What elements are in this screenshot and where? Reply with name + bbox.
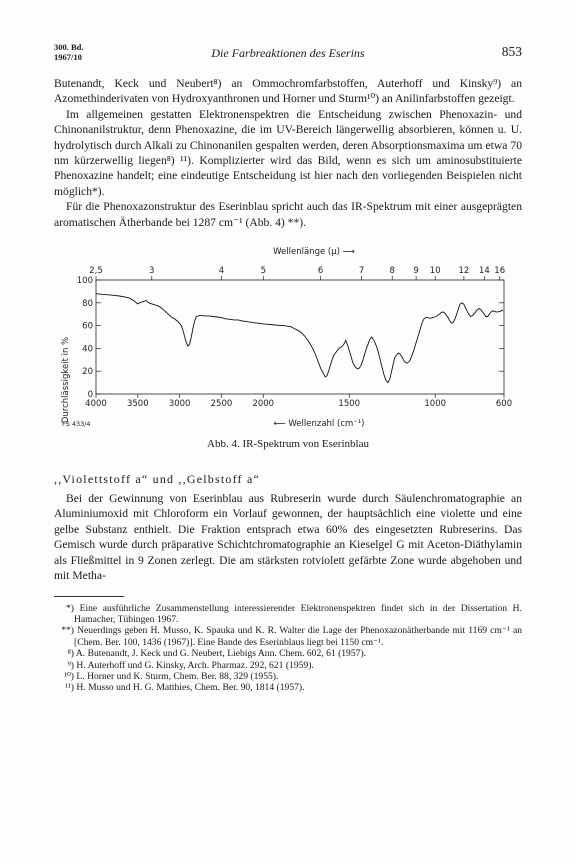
footnote-mark: **) bbox=[61, 625, 74, 637]
y-tick-label: 40 bbox=[82, 344, 93, 355]
top-tick-label: 2,5 bbox=[89, 266, 103, 277]
page-number: 853 bbox=[501, 44, 522, 59]
footnote bbox=[54, 603, 522, 626]
top-axis-ticks bbox=[89, 266, 505, 280]
footnote-text: L. Horner und K. Sturm, Chem. Ber. 88, 329 (1955). bbox=[76, 670, 279, 682]
top-tick-label: 14 bbox=[478, 266, 490, 277]
footnote bbox=[54, 648, 522, 659]
y-tick-label: 100 bbox=[76, 276, 93, 287]
y-tick-label: 0 bbox=[87, 390, 93, 401]
running-title: Die Farbreaktionen des Eserins bbox=[211, 46, 365, 60]
top-tick-label: 8 bbox=[389, 266, 395, 277]
footnotes bbox=[54, 603, 522, 694]
x-tick-label: 1000 bbox=[424, 399, 447, 410]
volume-label: 300. Bd. bbox=[54, 42, 84, 52]
footnote-mark: ¹⁰) bbox=[64, 670, 74, 682]
figure-caption: Abb. 4. IR-Spektrum von Eserinblau bbox=[207, 438, 369, 451]
top-tick-label: 7 bbox=[358, 266, 365, 277]
footnote-mark: ⁸) bbox=[67, 648, 74, 660]
footnote-mark: *) bbox=[66, 602, 74, 614]
y-tick-label: 60 bbox=[82, 321, 93, 332]
body-text bbox=[54, 76, 522, 230]
plot-frame bbox=[96, 280, 504, 394]
x-tick-label: 600 bbox=[495, 399, 513, 410]
top-tick-label: 10 bbox=[429, 266, 441, 277]
footnote-text: H. Auterhoff und G. Kinsky, Arch. Pharmaz. 292, 621 (1959). bbox=[76, 659, 314, 671]
y-tick-label: 80 bbox=[82, 298, 93, 309]
top-axis-label: Wellenlänge (µ) ⟶ bbox=[273, 247, 355, 258]
top-tick-label: 3 bbox=[149, 266, 155, 277]
y-axis-label: Durchlässigkeit in % bbox=[61, 336, 71, 424]
x-tick-label: 2500 bbox=[210, 399, 233, 410]
x-tick-label: 1500 bbox=[338, 399, 361, 410]
footnote-text: Neuerdings geben H. Musso, K. Spauka und K. R. Walter die Lage der Phenoxazonätherbande mit 1169 cm⁻¹ an [Chem. Ber. 100, 1436 (1967)]. Eine Bande des Eserinblaus liegt bei 1150 cm⁻¹. bbox=[74, 625, 522, 648]
footnote bbox=[54, 682, 522, 693]
top-tick-label: 9 bbox=[413, 266, 419, 277]
footnote-text: H. Musso und H. G. Matthies, Chem. Ber. 90, 1814 (1957). bbox=[76, 682, 305, 694]
footnote-rule bbox=[54, 596, 124, 597]
top-tick-label: 16 bbox=[494, 266, 506, 277]
spectrum-line bbox=[96, 294, 503, 383]
footnote-mark: ⁹) bbox=[67, 659, 74, 671]
footnote bbox=[54, 625, 522, 648]
page bbox=[54, 42, 522, 694]
top-tick-label: 5 bbox=[260, 266, 266, 277]
year-label: 1967/10 bbox=[54, 52, 82, 62]
ir-spectrum-chart bbox=[54, 242, 522, 432]
x-tick-label: 4000 bbox=[85, 399, 107, 410]
x-tick-label: 3000 bbox=[168, 399, 191, 410]
paragraph-1: Butenandt, Keck und Neubert⁸) an Ommochromfarbstoffen, Auterhoff und Kinsky⁹) an Azomethinderivaten von Hydroxyanthronen und Horner und Sturm¹⁰) an Anilinfarbstoffen gezeigt. bbox=[54, 77, 522, 106]
footnote-mark: ¹¹) bbox=[65, 682, 74, 694]
x-tick-label: 3500 bbox=[126, 399, 149, 410]
footnote bbox=[54, 660, 522, 671]
top-tick-label: 12 bbox=[458, 266, 470, 277]
plate-label: FS 433/4 bbox=[62, 420, 91, 429]
footnote bbox=[54, 671, 522, 682]
y-tick-label: 20 bbox=[82, 367, 93, 378]
section-heading: ,,Violettstoff a“ und ,,Gelbstoff a“ bbox=[54, 472, 260, 487]
footnote-text: Eine ausführliche Zusammenstellung interessierender Elektronenspektren findet sich in der Dissertation H. Hamacher, Tübingen 1967. bbox=[74, 602, 522, 625]
paragraph-3: Für die Phenoxazonstruktur des Eserinblau spricht auch das IR-Spektrum mit einer ausgeprägten aromatischen Ätherbande bei 1287 cm⁻¹ (Abb. 4) **). bbox=[54, 200, 522, 229]
y-axis-ticks bbox=[77, 276, 504, 400]
footnote-text: A. Butenandt, J. Keck und G. Neubert, Liebigs Ann. Chem. 602, 61 (1957). bbox=[75, 648, 367, 660]
top-tick-label: 4 bbox=[218, 266, 225, 277]
top-tick-label: 6 bbox=[317, 266, 324, 277]
x-axis-ticks bbox=[85, 394, 512, 409]
ir-spectrum-figure bbox=[54, 242, 522, 432]
x-tick-label: 2000 bbox=[252, 399, 275, 410]
x-axis-label: ⟵ Wellenzahl (cm⁻¹) bbox=[273, 419, 365, 430]
running-header bbox=[54, 42, 522, 68]
paragraph-2: Im allgemeinen gestatten Elektronenspektren die Entscheidung zwischen Phenoxazin- und Chinonanilstruktur, denn Phenoxazine, die im UV-Bereich längerwellig absorbieren, können u. U. hydrolytisch durch Alkali zu Chinonanilen gespalten werden, deren Absorptionsmaxima um etwa 70 nm kürzerwellig liegen⁸) ¹¹). Komplizierter wird das Bild, wenn es sich um aminosubstituierte Phenoxazine handelt; eine eindeutige Entscheidung ist hier nach den vorliegenden Beispielen nicht möglich*). bbox=[54, 107, 522, 198]
section-paragraph: Bei der Gewinnung von Eserinblau aus Rubreserin wurde durch Säulenchromatographie an Aluminiumoxid mit Chloroform ein Vorlauf gewonnen, der hauptsächlich eine violette und eine gelbe Substanz enthielt. Die Fraktion entsprach etwa 60% des eingesetzten Rubreserins. Das Gemisch wurde durch präparative Schichtchromatographie an Kieselgel G mit Aceton-Diäthylamin als Fließmittel in 9 Zonen zerlegt. Die am stärksten rotviolett gefärbte Zone wurde abgehoben und mit Metha- bbox=[54, 492, 522, 583]
